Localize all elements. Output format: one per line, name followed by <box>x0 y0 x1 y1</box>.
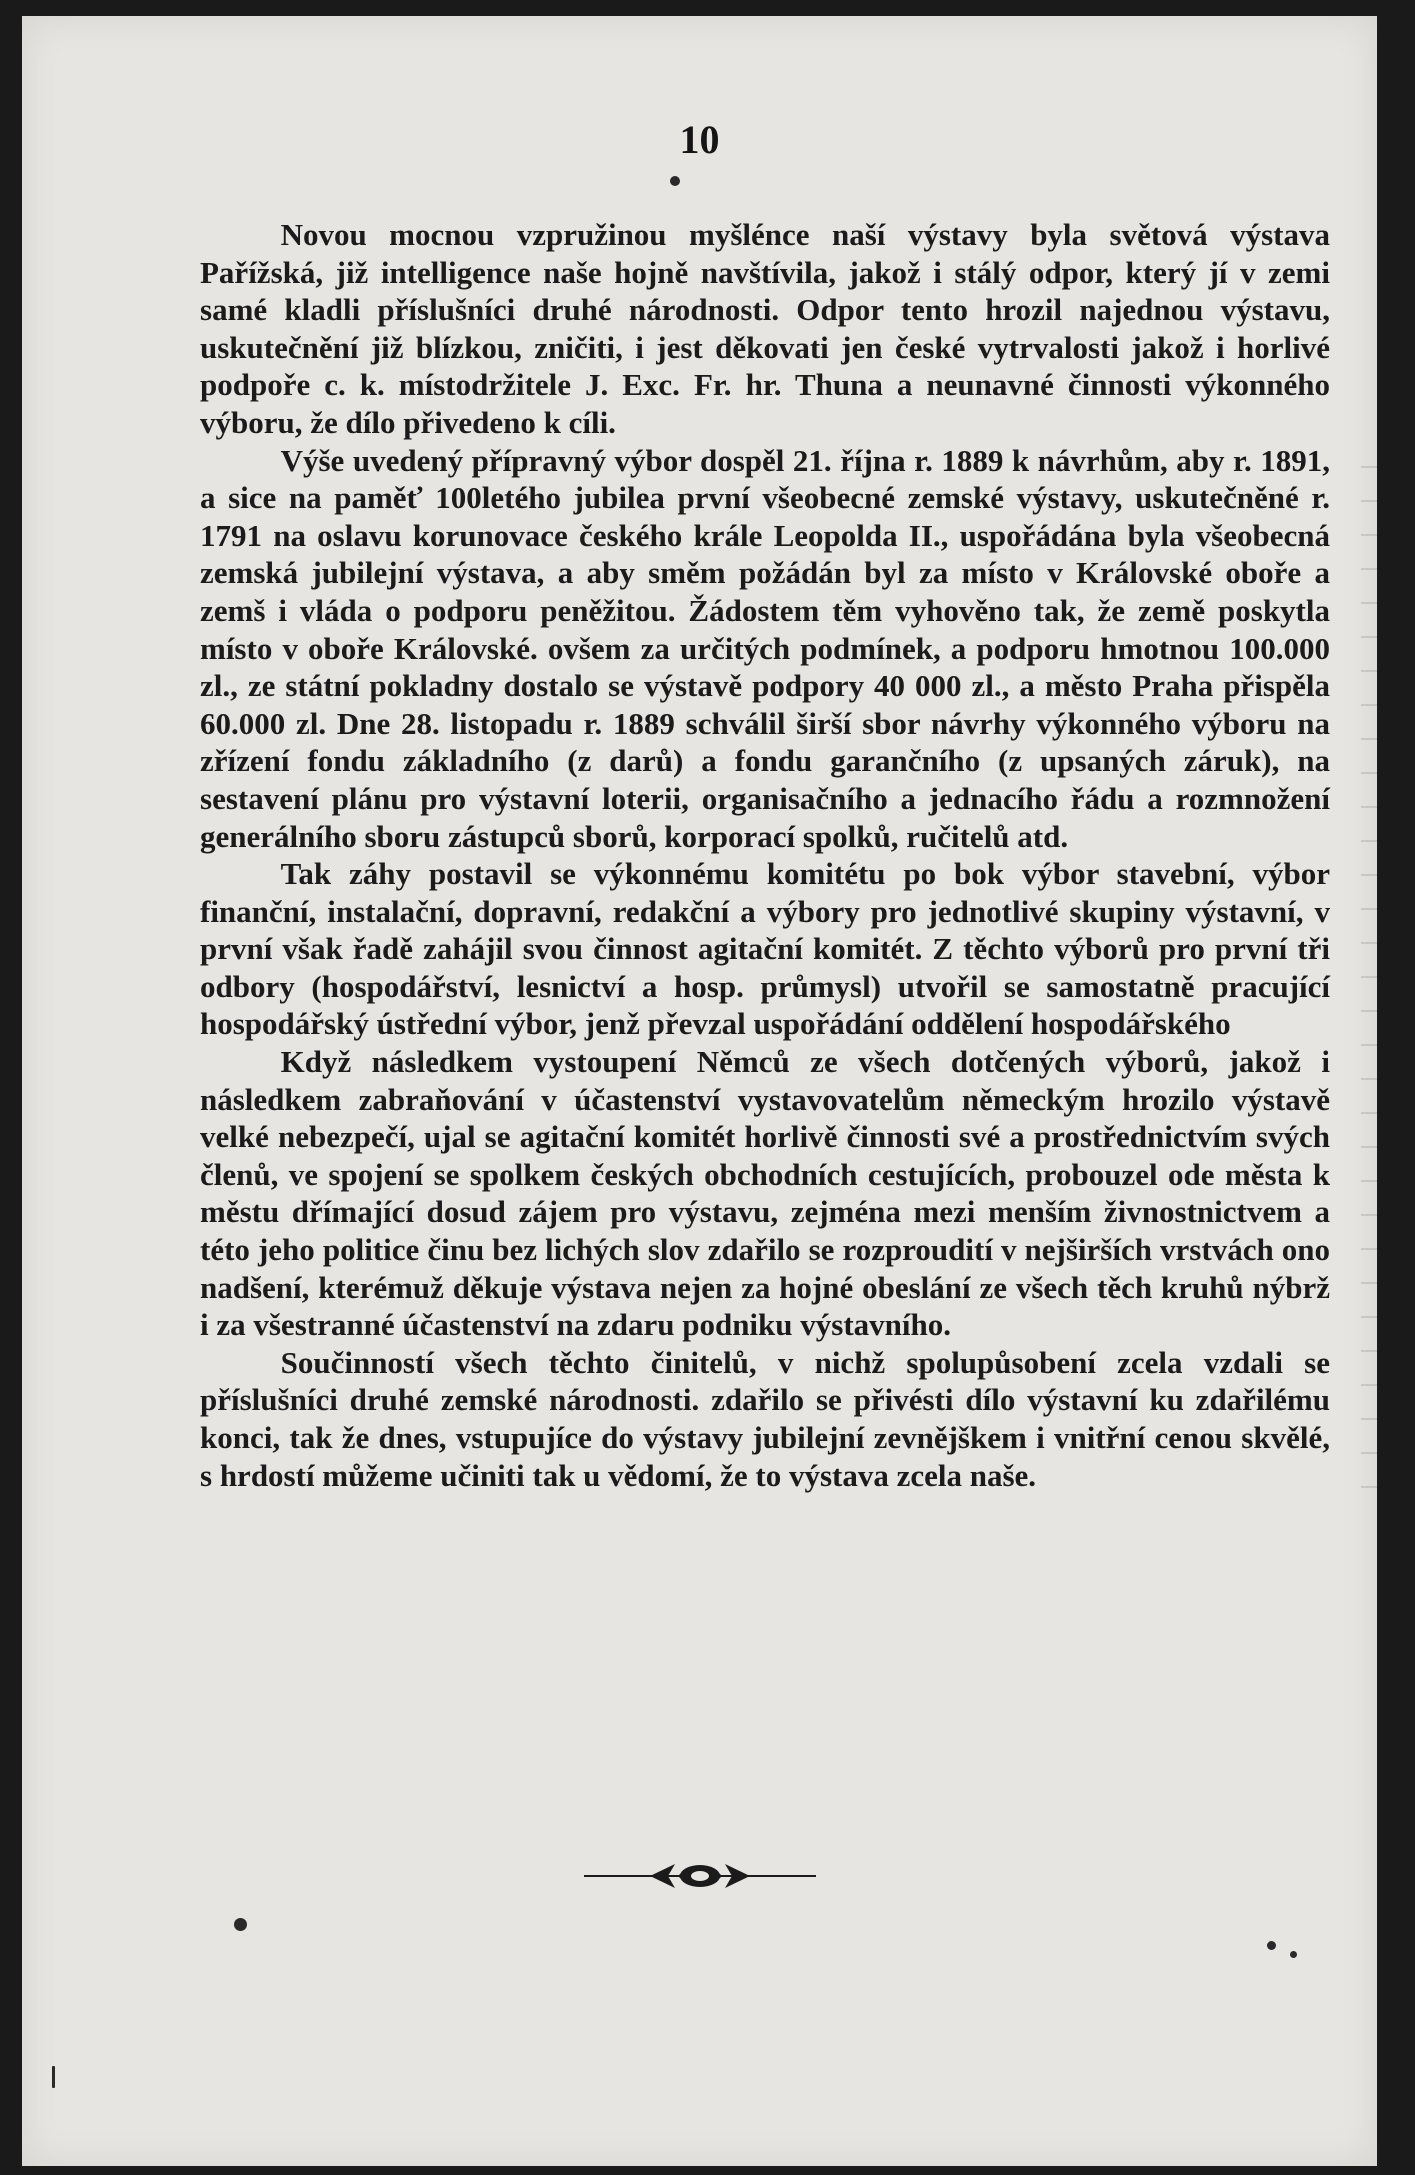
paragraph-5: Součinností všech těchto činitelů, v nichž spolupůsobení zcela vzdali se příslušníci druhé zemské národnosti. zdařilo se přivésti dílo výstavní ku zdařilému konci, tak že dnes, vstupujíce do výstavy jubilejní zevnějškem i vnitřní cenou skvělé, s hrdostí můžeme učiniti tak u vědomí, že to výstava zcela naše. <box>200 1344 1330 1493</box>
paragraph-3: Tak záhy postavil se výkonnému komitétu po bok výbor stavební, výbor finanční, instalační, dopravní, redakční a výbory pro jednotlivé skupiny výstavní, v první však řadě zahájil svou činnost agitační komitét. Z těchto výborů pro první tři odbory (hospodářství, lesnictví a hosp. průmysl) utvořil se samostatně pracující hospodářský ústřední výbor, jenž převzal uspořádání oddělení hospodářského <box>200 856 1330 1042</box>
body-text <box>200 216 1330 1494</box>
paragraph-1: Novou mocnou vzpružinou myšlénce naší výstavy byla světová výstava Pařížská, již intelligence naše hojně navštívila, jakož i stálý odpor, který jí v zemi samé kladli příslušníci druhé národnosti. Odpor tento hrozil najednou výstavu, uskutečnění již blízkou, zničiti, i jest děkovati jen české vytrvalosti jakož i horlivé podpoře c. k. místodržitele J. Exc. Fr. hr. Thuna a neunavné činnosti výkonného výboru, že dílo přivedeno k cíli. <box>200 217 1330 440</box>
page-number: 10 <box>679 117 720 162</box>
ornament-separator-icon <box>22 1856 1377 1896</box>
ink-speck <box>670 176 680 186</box>
page-edge <box>1361 466 1377 1516</box>
scanned-page <box>22 16 1377 2166</box>
ink-speck <box>52 2066 55 2088</box>
paragraph-4: Když následkem vystoupení Němců ze všech dotčených výborů, jakož i následkem zabraňování v účastenství vystavovatelům německým hrozilo výstavě velké nebezpečí, ujal se agitační komitét horlivě činnosti své a prostřednictvím svých členů, ve spojení se spolkem českých obchodních cestujících, probouzel ode města k městu dřímající dosud zájem pro výstavu, zejména mezi menším živnostnictvem a této jeho politice činu bez lichých slov zdařilo se rozproudití v nejširších vrstvách ono nadšení, kterémuž děkuje výstava nejen za hojné obeslání ze všech těch kruhů nýbrž i za všestranné účastenství na zdaru podniku výstavního. <box>200 1044 1330 1343</box>
ink-speck <box>1267 1941 1276 1950</box>
ink-speck <box>234 1918 247 1931</box>
ink-speck <box>1290 1951 1297 1958</box>
paragraph-2: Výše uvedený přípravný výbor dospěl 21. října r. 1889 k návrhům, aby r. 1891, a sice na paměť 100letého jubilea první všeobecné zemské výstavy, uskutečněné r. 1791 na oslavu korunovace českého krále Leopolda II., uspořádána byla všeobecná zemská jubilejní výstava, a aby směm požádán byl za místo v Královské oboře a zemš i vláda o podporu peněžitou. Žádostem těm vyhověno tak, že země poskytla místo v oboře Královské. ovšem za určitých podmínek, a podporu hmotnou 100.000 zl., ze státní pokladny dostalo se výstavě podpory 40 000 zl., a město Praha přispěla 60.000 zl. Dne 28. listopadu r. 1889 schválil širší sbor návrhy výkonného výboru na zřízení fondu základního (z darů) a fondu garančního (z upsaných záruk), na sestavení plánu pro výstavní loterii, organisačního a jednacího řádu a rozmnožení generálního sboru zástupců sborů, korporací spolků, ručitelů atd. <box>200 442 1330 854</box>
